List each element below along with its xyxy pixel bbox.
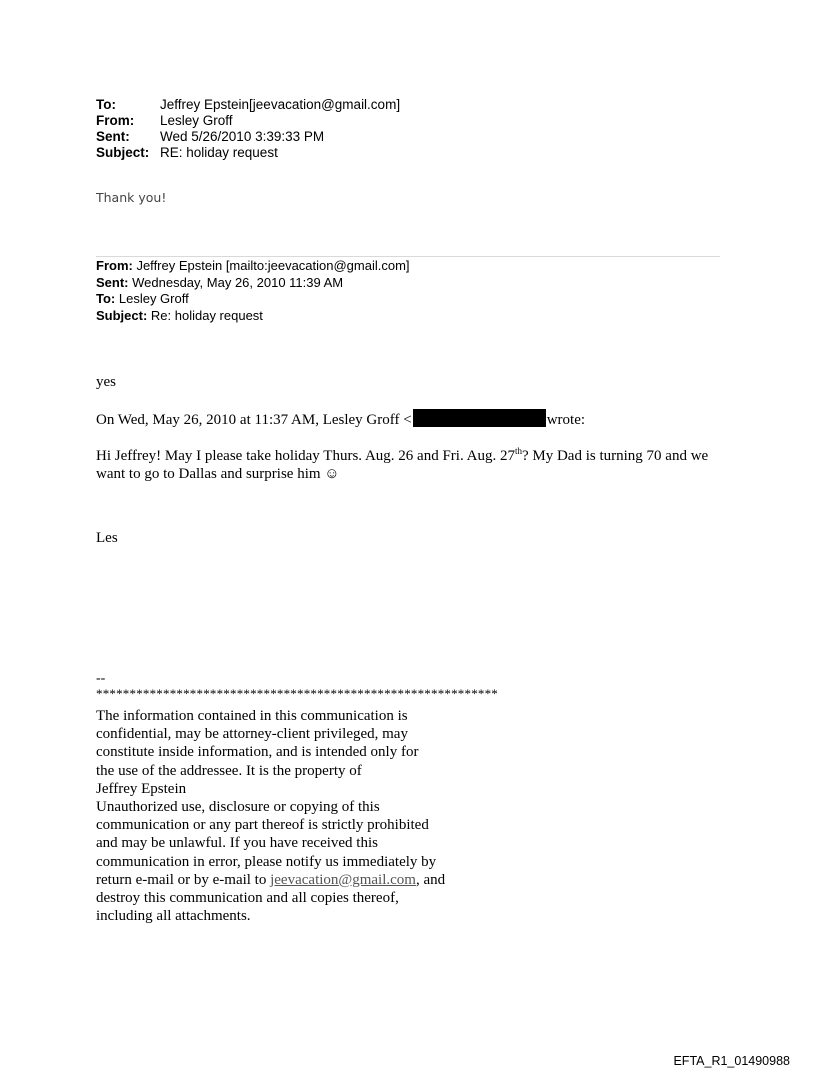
disclaimer-line: destroy this communication and all copies thereof,	[96, 890, 399, 907]
disclaimer-line: constitute inside information, and is intended only for	[96, 744, 419, 761]
subject-value: RE: holiday request	[160, 145, 278, 160]
reply-yes: yes	[96, 374, 116, 390]
message-part2: ? My Dad is turning 70 and we want to go to Dallas and surprise him ☺	[96, 448, 709, 482]
disclaimer-line: communication in error, please notify us immediately by	[96, 853, 437, 870]
signature-dashes: --	[96, 671, 106, 686]
header-from-row	[96, 113, 400, 129]
sent-value: Wed 5/26/2010 3:39:33 PM	[160, 129, 325, 144]
from-label: From:	[96, 113, 135, 128]
fwd-sent-value: Wednesday, May 26, 2010 11:39 AM	[128, 274, 344, 290]
signoff: Les	[96, 530, 118, 546]
quote-intro	[96, 409, 585, 429]
disclaimer-email-link[interactable]: jeevacation@gmail.com	[270, 871, 416, 888]
forwarded-header	[96, 258, 410, 324]
from-value: Lesley Groff	[160, 113, 233, 128]
fwd-sent-label: Sent:	[96, 274, 129, 290]
quote-intro-after: wrote:	[546, 412, 586, 428]
disclaimer-line: including all attachments.	[96, 908, 251, 925]
to-value: Jeffrey Epstein[jeevacation@gmail.com]	[160, 97, 401, 112]
subject-label: Subject:	[96, 145, 150, 160]
disclaimer-line: and may be unlawful. If you have received this	[96, 835, 378, 852]
message-part1: Hi Jeffrey! May I please take holiday Thurs. Aug. 26 and Fri. Aug. 27	[96, 448, 515, 464]
fwd-to-label: To:	[96, 291, 116, 306]
fwd-subject-value: Re: holiday request	[147, 307, 263, 323]
quote-intro-before: On Wed, May 26, 2010 at 11:37 AM, Lesley Groff <	[96, 412, 412, 428]
to-label: To:	[96, 97, 116, 112]
message-sup: th	[514, 446, 522, 456]
redaction-box	[413, 409, 546, 427]
divider	[96, 256, 720, 257]
fwd-to-row	[96, 291, 410, 308]
original-message	[96, 442, 736, 483]
disclaimer-return-before: return e-mail or by e-mail to	[96, 871, 271, 888]
disclaimer-return-after: , and	[415, 871, 446, 888]
fwd-from-value: Jeffrey Epstein [mailto:jeevacation@gmail.com]	[132, 258, 410, 273]
fwd-subject-label: Subject:	[96, 307, 148, 323]
document-id: EFTA_R1_01490988	[673, 1054, 790, 1068]
fwd-to-value: Lesley Groff	[115, 291, 189, 306]
header-to-row	[96, 97, 400, 113]
email-header	[96, 97, 400, 161]
disclaimer-line: the use of the addressee. It is the property of	[96, 762, 362, 779]
fwd-sent-row	[96, 275, 410, 292]
header-sent-row	[96, 129, 400, 145]
signature-stars: ************************************************************	[96, 686, 498, 701]
fwd-from-row	[96, 258, 410, 275]
disclaimer	[96, 707, 486, 925]
header-subject-row	[96, 145, 400, 161]
disclaimer-return-line	[96, 871, 486, 889]
sent-label: Sent:	[96, 129, 130, 144]
fwd-from-label: From:	[96, 258, 133, 273]
disclaimer-line: Unauthorized use, disclosure or copying of this	[96, 799, 380, 816]
disclaimer-line: Jeffrey Epstein	[96, 780, 187, 797]
disclaimer-line: The information contained in this communication is	[96, 708, 408, 724]
disclaimer-line: confidential, may be attorney-client privileged, may	[96, 726, 408, 743]
fwd-subject-row	[96, 308, 410, 325]
reply-text: Thank you!	[96, 190, 167, 205]
disclaimer-line: communication or any part thereof is strictly prohibited	[96, 817, 429, 834]
